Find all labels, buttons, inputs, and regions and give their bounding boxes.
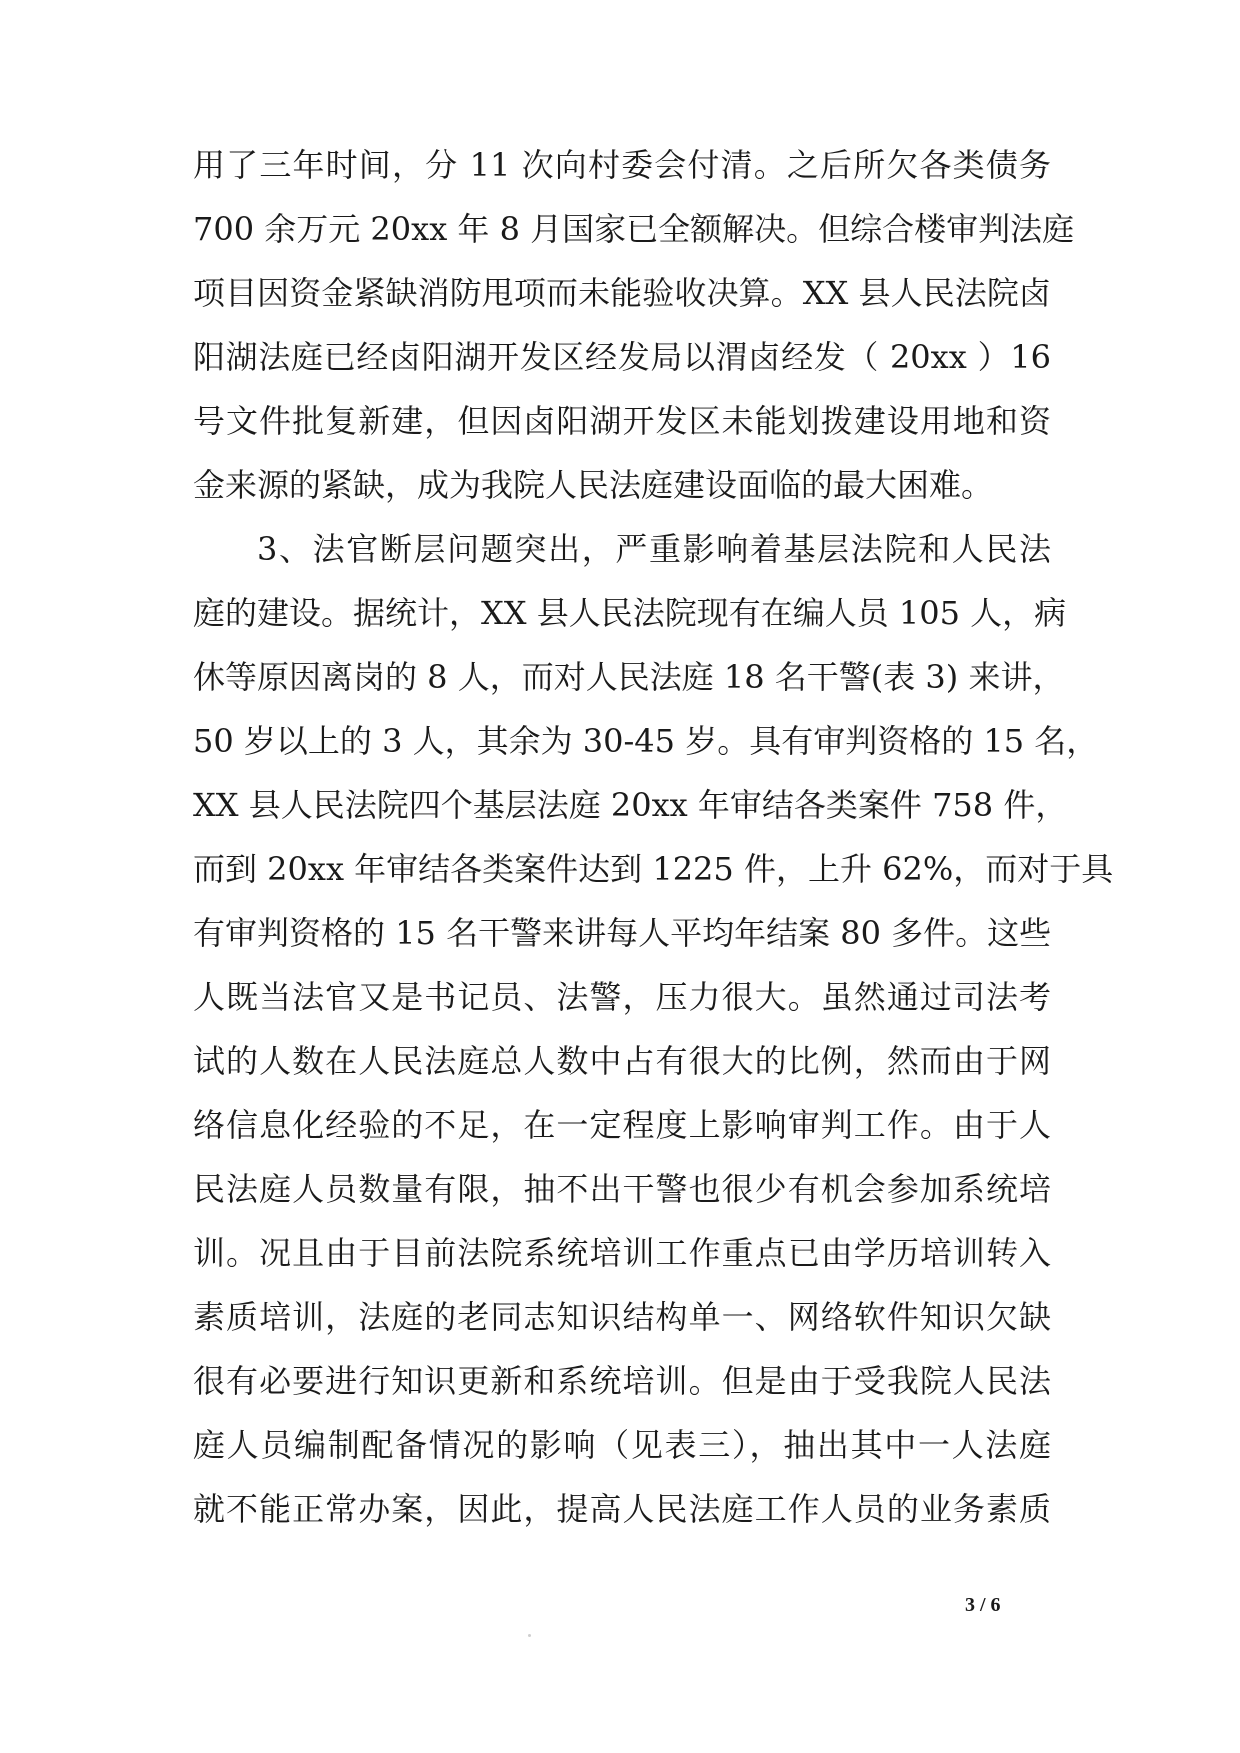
paragraph-2-line-13: 素质培训，法庭的老同志知识结构单一、网络软件知识欠缺 bbox=[193, 1298, 1051, 1336]
paragraph-2-line-9: 试的人数在人民法庭总人数中占有很大的比例，然而由于网 bbox=[193, 1042, 1051, 1080]
paragraph-1-line-2: 700 余万元 20xx 年 8 月国家已全额解决。但综合楼审判法庭 bbox=[193, 210, 1075, 248]
paragraph-2-line-16: 就不能正常办案，因此，提高人民法庭工作人员的业务素质 bbox=[193, 1490, 1051, 1528]
paragraph-1-line-1: 用了三年时间，分 11 次向村委会付清。之后所欠各类债务 bbox=[193, 146, 1051, 184]
paragraph-2-line-15: 庭人员编制配备情况的影响（见表三），抽出其中一人法庭 bbox=[193, 1426, 1051, 1464]
paragraph-2-line-4: 50 岁以上的 3 人，其余为 30-45 岁。具有审判资格的 15 名， bbox=[193, 722, 1099, 760]
paragraph-2-line-3: 休等原因离岗的 8 人，而对人民法庭 18 名干警(表 3) 来讲， bbox=[193, 658, 1065, 696]
paragraph-2-line-11: 民法庭人员数量有限，抽不出干警也很少有机会参加系统培 bbox=[193, 1170, 1051, 1208]
paragraph-1-line-5: 号文件批复新建，但因卤阳湖开发区未能划拨建设用地和资 bbox=[193, 402, 1051, 440]
paragraph-1-line-6: 金来源的紧缺，成为我院人民法庭建设面临的最大困难。 bbox=[193, 466, 994, 504]
paragraph-2-line-10: 络信息化经验的不足，在一定程度上影响审判工作。由于人 bbox=[193, 1106, 1051, 1144]
paragraph-1-line-3: 项目因资金紧缺消防甩项而未能验收决算。XX 县人民法院卤 bbox=[193, 274, 1051, 312]
paragraph-2-line-2: 庭的建设。据统计，XX 县人民法院现有在编人员 105 人，病 bbox=[193, 594, 1067, 632]
paragraph-2-line-12: 训。况且由于目前法院系统培训工作重点已由学历培训转入 bbox=[193, 1234, 1051, 1272]
paragraph-2-line-5: XX 县人民法院四个基层法庭 20xx 年审结各类案件 758 件， bbox=[193, 786, 1068, 824]
paragraph-2-line-6: 而到 20xx 年审结各类案件达到 1225 件，上升 62%，而对于具 bbox=[193, 850, 1114, 888]
page-number: 3 / 6 bbox=[965, 1594, 1001, 1616]
paragraph-2-line-14: 很有必要进行知识更新和系统培训。但是由于受我院人民法 bbox=[193, 1362, 1051, 1400]
paragraph-2-line-1: 3、法官断层问题突出，严重影响着基层法院和人民法 bbox=[257, 530, 1051, 568]
scan-speck bbox=[528, 1634, 531, 1637]
paragraph-1-line-4: 阳湖法庭已经卤阳湖开发区经发局以渭卤经发（ 20xx ）16 bbox=[193, 338, 1051, 376]
paragraph-2-line-8: 人既当法官又是书记员、法警，压力很大。虽然通过司法考 bbox=[193, 978, 1051, 1016]
paragraph-2-line-7: 有审判资格的 15 名干警来讲每人平均年结案 80 多件。这些 bbox=[193, 914, 1052, 952]
